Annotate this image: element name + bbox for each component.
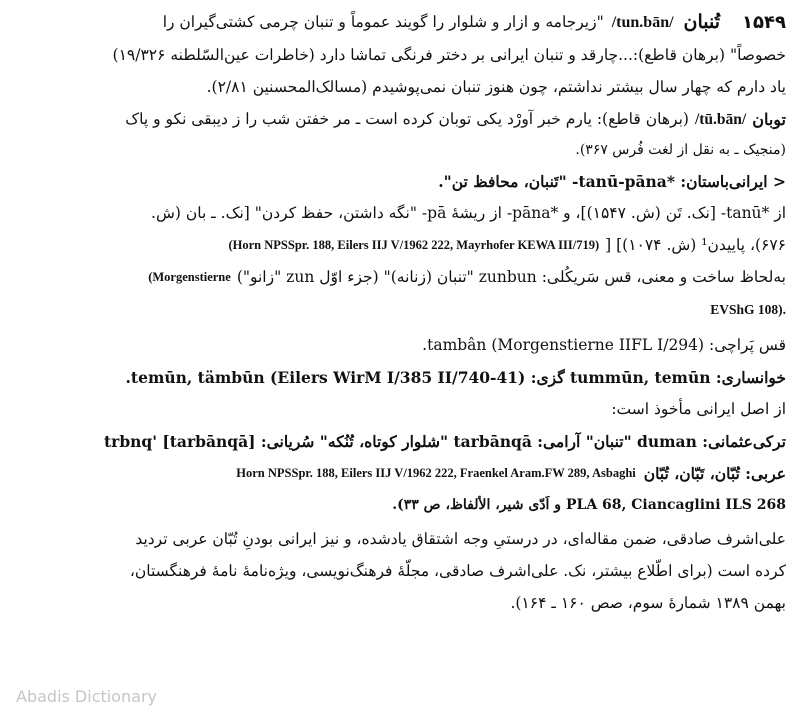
cognate-references-line: PLA 68, Ciancaglini ILS 268 و اَدّی شیر، الألفاظ، ص ۳۳). [392, 497, 786, 514]
origin-note: از اصل ایرانی مأخوذ است: [611, 400, 786, 419]
note-line-2: کرده است (برای اطّلاع بیشتر، نک. علی‌اشرف صادقی، مجلّهٔ فرهنگ‌نویسی، ویژه‌نامهٔ نامهٔ فرهنگستان، [129, 562, 786, 581]
entry-definition-line-2-row [14, 40, 786, 72]
dictionary-page [14, 6, 786, 706]
etymology-line-4-references: (Morgenstierne [148, 270, 231, 285]
arabic-row [14, 458, 786, 490]
etymology-line-4-row [14, 262, 786, 294]
etymology-line-5-row [14, 294, 786, 326]
etymology-line-4: به‌لحاظ ساخت و معنی، قس سَریکُلی: zunbun "تنبان (زنانه)" (جزء اوّل zun "زانو") [236, 268, 786, 287]
entry-definition-line-2: خصوصاً" (برهان قاطع):...چارقد و تنبان ایرانی بر دختر فرنگی تماشا دارد (خاطرات عین‌السّلطنه ۱۹/۳۲۶) [112, 46, 786, 65]
note-line-1: علی‌اشرف صادقی، ضمن مقاله‌ای، در درستیِ وجه اشتقاق یادشده، و نیز ایرانی بودنِ تُبّان عربی تردید [135, 530, 786, 549]
cognate-parachi: قس پَراچی: tambân (Morgenstierne IIFL I/294). [422, 336, 786, 355]
cognate-khansari: خوانساری: tummūn, temūn گزی: temūn, tämbūn (Eilers WirM I/385 II/740-41). [125, 368, 786, 388]
origin-row [14, 394, 786, 426]
note-line-3-row [14, 588, 786, 620]
note-line-3: بهمن ۱۳۸۹ شمارهٔ سوم، صص ۱۶۰ ـ ۱۶۴). [510, 594, 786, 613]
entry-definition-line-1: "زیرجامه و ازار و شلوار را گویند عموماً و تنبان چرمی کشتی‌گیران را [162, 13, 604, 32]
etymology-line-1-row [14, 166, 786, 198]
note-line-1-row [14, 524, 786, 556]
entry-definition-line-3: یاد دارم که چهار سال بیشتر نداشتم، چون هنوز تنبان نمی‌پوشیدم (مسالک‌المحسنین ۲/۸۱). [206, 78, 786, 97]
cognate-arabic: عربی: تُبّان، تَبّان، تُبّان [643, 464, 786, 484]
variant-transcription: /tū.bān/ [694, 111, 747, 129]
variant-line-2-row [14, 136, 786, 166]
etymology-line-3: ۶۷۶)، پاییدن¹ (ش. ۱۰۷۴)] [ [605, 236, 786, 255]
entry-headword: تُنبان [683, 11, 721, 34]
entry-transcription: /tun.bān/ [611, 14, 674, 31]
etymology-line-3-row [14, 230, 786, 262]
etymology-line-2: از *tanū- [نک. تَن (ش. ۱۵۴۷)]، و *pāna- از ریشهٔ pā- "نگه داشتن، حفظ کردن" [نک. ـ بان (ش. [151, 204, 786, 223]
etymology-line-3-references: (Horn NPSSpr. 188, Eilers IIJ V/1962 222, Mayrhofer KEWA III/719) [228, 238, 600, 253]
etymology-line-1: < ایرانی‌باستان: *tanū-pāna- "تَنبان، محافظ تن". [438, 172, 786, 192]
note-line-2-row [14, 556, 786, 588]
cognate-turkish: ترکی‌عثمانی: duman "تنبان" آرامی: tarbānqā "شلوار کوتاه، تُنُکه" سُریانی: trbnq' [tarbānqā] [104, 432, 786, 452]
cognate-arabic-references: Horn NPSSpr. 188, Eilers IIJ V/1962 222, Fraenkel Aram.FW 289, Asbaghi [236, 466, 636, 481]
variant-line-1-row [14, 104, 786, 136]
khansari-row [14, 362, 786, 394]
entry-number: ۱۵۴۹ [742, 11, 786, 33]
variant-quote-line-2: (منجیک ـ به نقل از لغت فُرس ۳۶۷). [575, 142, 786, 159]
entry-definition-line-3-row [14, 72, 786, 104]
etymology-line-5: EVShG 108). [710, 301, 786, 317]
variant-headword: توبان [752, 110, 786, 129]
etymology-line-2-row [14, 198, 786, 230]
site-watermark: Abadis Dictionary [16, 687, 157, 706]
refs-row [14, 490, 786, 522]
turkish-row [14, 426, 786, 458]
parachi-row [14, 330, 786, 362]
entry-header-line [14, 6, 786, 40]
variant-quote-line-1: (برهان قاطع): یارم خبر آورْد یکی توبان کرده است ـ مر خفتن شب را ز دیبقی نکو و پاک [125, 110, 689, 129]
